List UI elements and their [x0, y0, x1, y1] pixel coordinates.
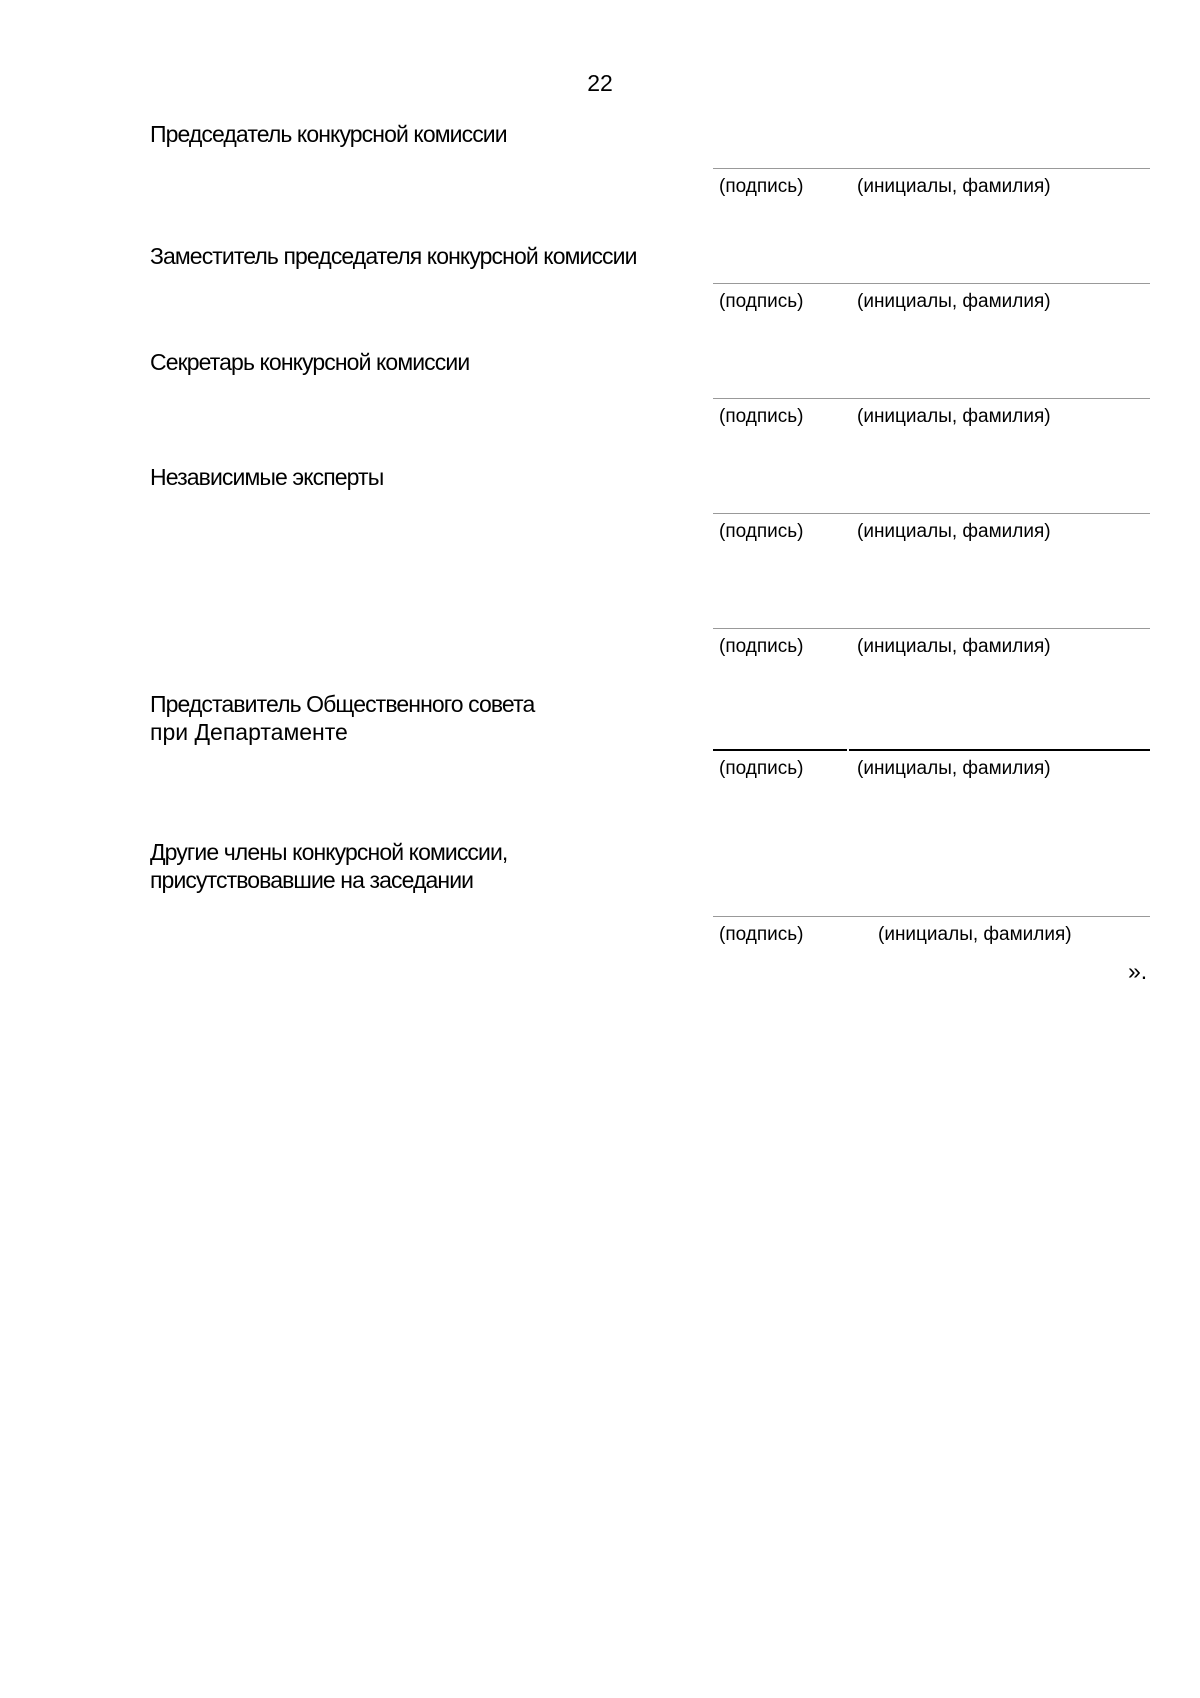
signature-line [713, 283, 1150, 284]
initials-surname-caption: (инициалы, фамилия) [857, 291, 1051, 312]
initials-surname-caption: (инициалы, фамилия) [857, 406, 1051, 427]
signature-line [713, 916, 1150, 917]
role-label-line: Независимые эксперты [150, 464, 384, 490]
signature-caption: (подпись) [719, 636, 804, 657]
role-label-public-council-representative [150, 690, 534, 746]
initials-surname-caption: (инициалы, фамилия) [857, 521, 1051, 542]
role-label-chairman [150, 120, 507, 148]
signature-line [713, 513, 1150, 514]
role-label-line: Заместитель председателя конкурсной комиссии [150, 243, 637, 269]
role-label-independent-experts [150, 463, 383, 491]
closing-quote-mark: ». [1128, 958, 1148, 984]
page-number: 22 [587, 70, 613, 96]
signature-caption: (подпись) [719, 176, 804, 197]
role-label-line: Другие члены конкурсной комиссии, [150, 839, 508, 865]
role-label-secretary [150, 348, 469, 376]
role-label-line: Председатель конкурсной комиссии [150, 121, 507, 147]
initials-surname-caption: (инициалы, фамилия) [857, 176, 1051, 197]
signature-caption: (подпись) [719, 758, 804, 779]
signature-caption: (подпись) [719, 291, 804, 312]
role-label-line: Секретарь конкурсной комиссии [150, 349, 470, 375]
signature-line [713, 398, 1150, 399]
role-label-line: присутствовавшие на заседании [150, 867, 474, 893]
role-label-line: Представитель Общественного совета [150, 691, 535, 717]
signature-line [713, 628, 1150, 629]
line-gap [847, 749, 849, 751]
initials-surname-caption: (инициалы, фамилия) [857, 758, 1051, 779]
role-label-line: при Департаменте [150, 719, 348, 745]
initials-surname-caption: (инициалы, фамилия) [878, 924, 1072, 945]
role-label-other-members [150, 838, 507, 894]
signature-line [713, 168, 1150, 169]
signature-caption: (подпись) [719, 924, 804, 945]
signature-caption: (подпись) [719, 406, 804, 427]
signature-line [713, 749, 1150, 751]
signature-caption: (подпись) [719, 521, 804, 542]
initials-surname-caption: (инициалы, фамилия) [857, 636, 1051, 657]
role-label-deputy-chairman [150, 242, 637, 270]
